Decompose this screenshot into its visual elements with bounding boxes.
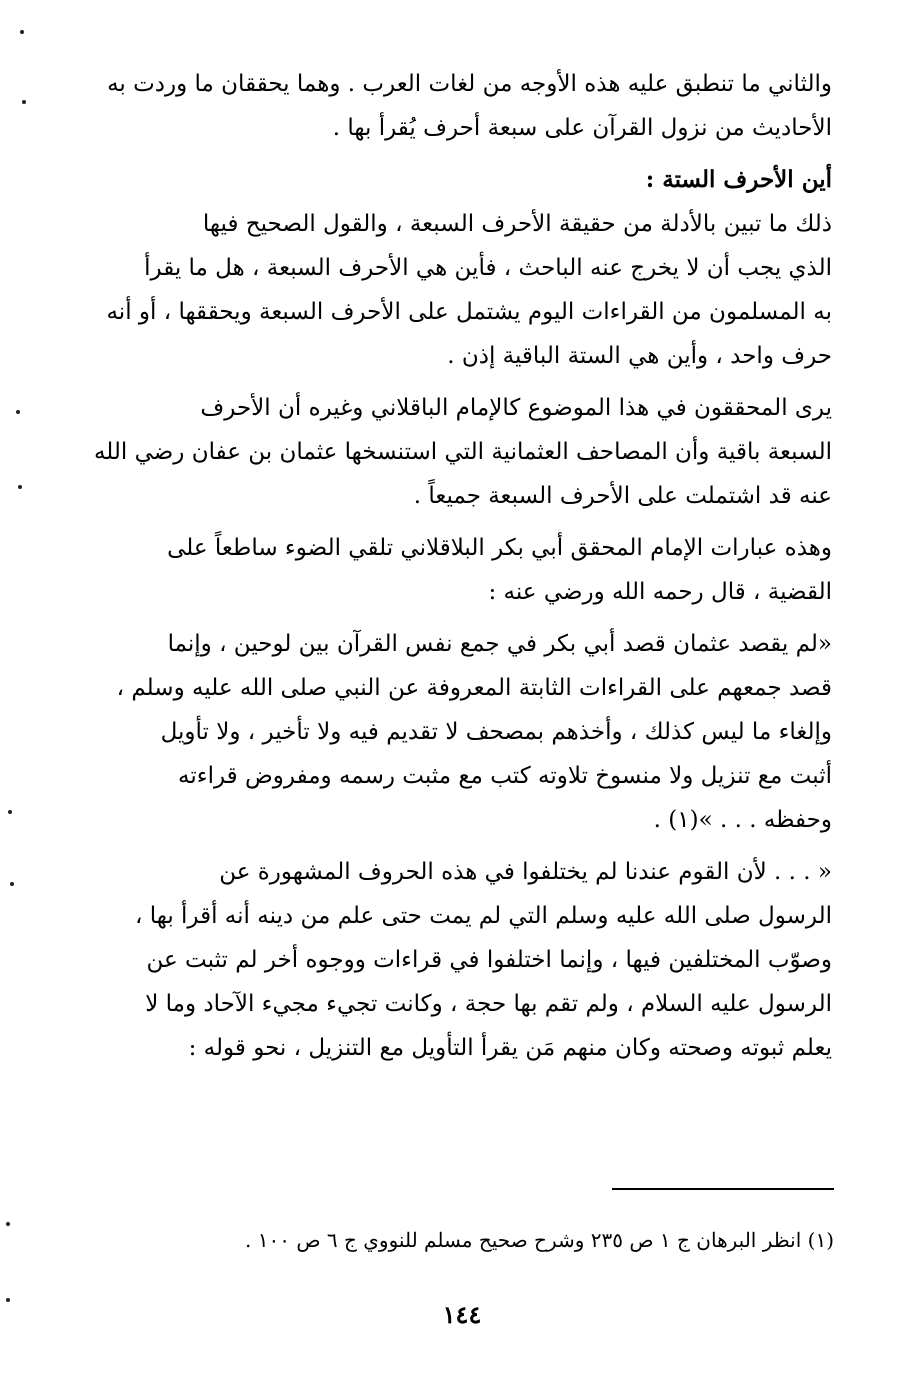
text-line: السبعة باقية وأن المصاحف العثمانية التي استنسخها عثمان بن عفان رضي الله: [93, 439, 832, 465]
scan-speck: [10, 882, 14, 886]
quote-paragraph: [70, 850, 832, 1070]
scan-speck: [22, 100, 26, 104]
text-line: والثاني ما تنطبق عليه هذه الأوجه من لغات العرب . وهما يحققان ما وردت به: [107, 71, 832, 97]
paragraph: [70, 202, 832, 378]
text-line: الرسول عليه السلام ، ولم تقم بها حجة ، وكانت تجيء مجيء الآحاد وما لا: [145, 991, 832, 1017]
text-line: وإلغاء ما ليس كذلك ، وأخذهم بمصحف لا تقديم فيه ولا تأخير ، ولا تأويل: [160, 719, 832, 745]
scan-speck: [8, 810, 12, 814]
text-line: عنه قد اشتملت على الأحرف السبعة جميعاً .: [413, 483, 832, 509]
text-line: به المسلمون من القراءات اليوم يشتمل على الأحرف السبعة ويحققها ، أو أنه: [106, 299, 832, 325]
text-line: يرى المحققون في هذا الموضوع كالإمام الباقلاني وغيره أن الأحرف: [200, 395, 832, 421]
scan-speck: [18, 485, 22, 489]
text-line: ذلك ما تبين بالأدلة من حقيقة الأحرف السبعة ، والقول الصحيح فيها: [202, 211, 832, 237]
text-line: «لم يقصد عثمان قصد أبي بكر في جمع نفس القرآن بين لوحين ، وإنما: [167, 631, 832, 657]
text-line: القضية ، قال رحمه الله ورضي عنه :: [488, 579, 832, 605]
text-line: وحفظه . . . »(١) .: [653, 807, 832, 833]
scan-speck: [20, 30, 24, 34]
page-body: [70, 62, 832, 1078]
text-line: قصد جمعهم على القراءات الثابتة المعروفة عن النبي صلى الله عليه وسلم ،: [116, 675, 832, 701]
page-number: ١٤٤: [442, 1300, 482, 1329]
text-line: أثبت مع تنزيل ولا منسوخ تلاوته كتب مع مثبت رسمه ومفروض قراءته: [178, 763, 832, 789]
text-line: وصوّب المختلفين فيها ، وإنما اختلفوا في قراءات ووجوه أخر لم تثبت عن: [146, 947, 832, 973]
paragraph: [70, 526, 832, 614]
scan-speck: [16, 410, 20, 414]
intro-paragraph: [70, 62, 832, 150]
scan-speck: [6, 1298, 10, 1302]
scan-speck: [6, 1222, 10, 1226]
footnote: (١) انظر البرهان ج ١ ص ٢٣٥ وشرح صحيح مسلم للنووي ج ٦ ص ١٠٠ .: [245, 1228, 834, 1252]
paragraph: [70, 386, 832, 518]
text-line: الأحاديث من نزول القرآن على سبعة أحرف يُقرأ بها .: [332, 115, 832, 141]
text-line: حرف واحد ، وأين هي الستة الباقية إذن .: [447, 343, 832, 369]
text-line: الذي يجب أن لا يخرج عنه الباحث ، فأين هي الأحرف السبعة ، هل ما يقرأ: [144, 255, 832, 281]
text-line: الرسول صلى الله عليه وسلم التي لم يمت حتى علم من دينه أنه أقرأ بها ،: [134, 903, 832, 929]
section-heading: أين الأحرف الستة :: [645, 166, 832, 193]
text-line: يعلم ثبوته وصحته وكان منهم مَن يقرأ التأويل مع التنزيل ، نحو قوله :: [188, 1035, 832, 1061]
text-line: « . . . لأن القوم عندنا لم يختلفوا في هذه الحروف المشهورة عن: [219, 859, 832, 885]
footnote-divider: [612, 1188, 834, 1190]
quote-paragraph: [70, 622, 832, 842]
text-line: وهذه عبارات الإمام المحقق أبي بكر البلاقلاني تلقي الضوء ساطعاً على: [167, 535, 832, 561]
